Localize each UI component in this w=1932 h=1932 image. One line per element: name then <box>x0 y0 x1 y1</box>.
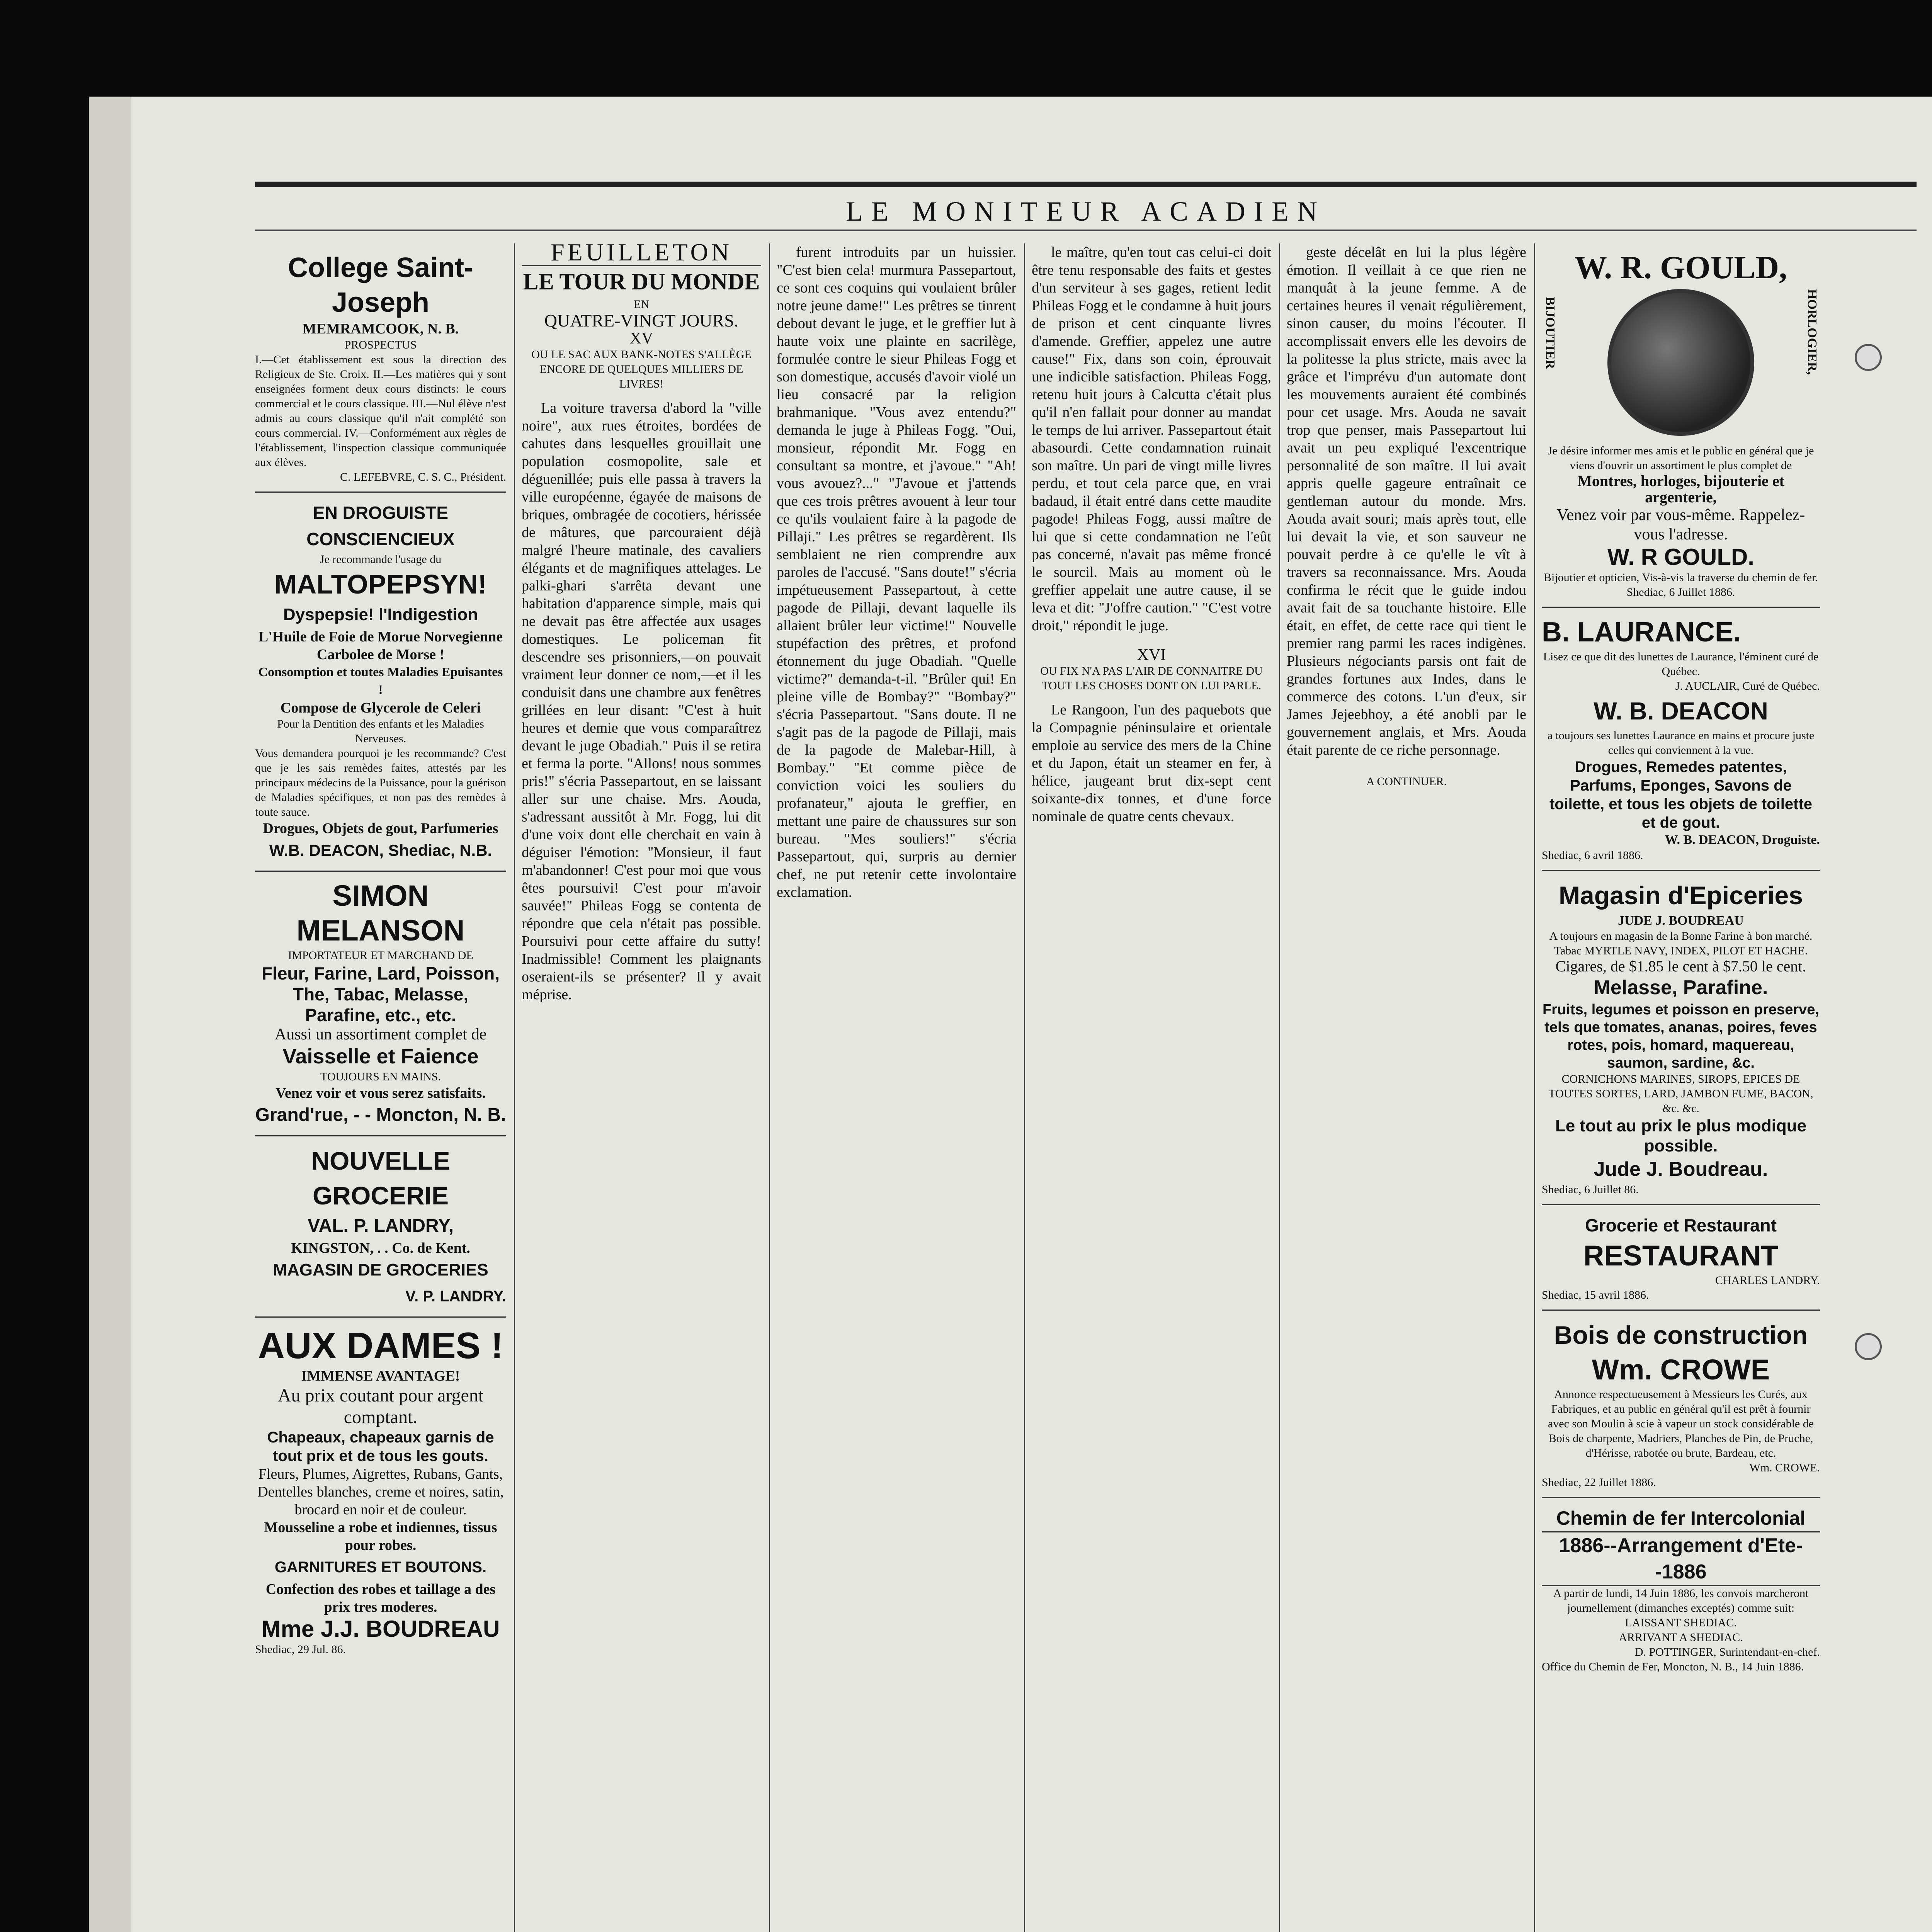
story-title: LE TOUR DU MONDE <box>523 269 760 294</box>
charles-signature: CHARLES LANDRY. <box>1715 1274 1820 1287</box>
pottinger-signature: D. POTTINGER, Surintendant-en-chef. <box>1634 1646 1820 1658</box>
ad-railway <box>1542 1498 1820 1681</box>
ad-gould <box>1542 243 1820 608</box>
ad-nouvelle-grocerie <box>255 1136 506 1318</box>
cornichons-line: CORNICHONS MARINES, SIROPS, EPICES DE TOUTES SORTES, LARD, JAMBON FUME, BACON, &c. &c. <box>1548 1073 1813 1115</box>
bois-heading: Bois de construction <box>1554 1321 1808 1349</box>
ad-simon-melanson <box>255 872 506 1136</box>
bijoutier-label: BIJOUTIER <box>1543 297 1557 369</box>
story-text-5: geste décelât en lui la plus légère émotion. Il veillait à ce que rien ne manquât à la jeune femme. A de certaines heures il venait régulièrement, sinon causer, du moins l'écouter. Il accomplissait envers elle les devoirs de la politesse la plus stricte, mais avec la grâce et l'imprévu d'un automate dont les mouvements auraient été combinés pour cet usage. Mrs. Aouda ne savait trop que penser, mais Passepartout lui avait un peu expliqué l'excentrique personnalité de son maître. Il lui avait appris quelle gageure entraînait ce gentleman autour du monde. Mrs. Aouda avait souri; mais après tout, elle lui devait la vie, et son sauveur ne pouvait perdre à ce qu'elle le vît à travers sa reconnaissance. Mrs. Aouda confirma le récit que le guide indou avait fait de sa touchante histoire. Elle était, en effet, de cette race qui tient le premier rang parmi les races indigènes. Plusieurs négociants parsis ont fait de grandes fortunes aux Indes, dans le commerce des cotons. L'un d'eux, sir James Jejeebhoy, a été anobli par le gouvernement anglais, et Mrs. Aouda était parente de ce riche personnage. <box>1287 244 1526 758</box>
horloger-label: HORLOGIER, <box>1805 289 1819 375</box>
immense-line: IMMENSE AVANTAGE! <box>301 1368 460 1384</box>
feuilleton-heading: FEUILLETON <box>522 243 761 266</box>
grocerie-heading: Grocerie et Restaurant <box>1585 1215 1777 1235</box>
huile-line: L'Huile de Foie de Morue Norvegienne Carbolee de Morse ! <box>258 629 503 663</box>
deacon-signature: W.B. DEACON, Shediac, N.B. <box>269 841 492 859</box>
restaurant-heading: RESTAURANT <box>1583 1240 1779 1272</box>
prospectus-signature: C. LEFEBVRE, C. S. C., Président. <box>340 471 506 483</box>
glycerole-for: Pour la Dentition des enfants et les Maladies Nerveuses. <box>277 718 484 745</box>
arrivant-heading: ARRIVANT A SHEDIAC. <box>1619 1631 1743 1644</box>
story-quatre: QUATRE-VINGT JOURS. <box>544 311 739 330</box>
gould-venez: Venez voir par vous-même. Rappelez-vous l'adresse. <box>1556 506 1805 543</box>
deacon-signature-right: W. B. DEACON, Droguiste. <box>1665 833 1820 847</box>
chemin-heading: Chemin de fer Intercolonial <box>1556 1507 1806 1529</box>
cigares-line: Cigares, de $1.85 le cent à $7.50 le cent. <box>1555 957 1806 975</box>
aux-dames-heading: AUX DAMES ! <box>258 1325 503 1366</box>
arrangement-heading: 1886--Arrangement d'Ete--1886 <box>1542 1531 1820 1586</box>
prix-line: Au prix coutant pour argent comptant. <box>277 1385 484 1427</box>
simon-goods: Fleur, Farine, Lard, Poisson, The, Tabac, Melasse, Parafine, etc., etc. <box>261 963 500 1025</box>
fleurs-line: Fleurs, Plumes, Aigrettes, Rubans, Gants, Dentelles blanches, creme et noires, satin, brocard en noir et de couleur. <box>257 1466 504 1518</box>
crowe-heading: Wm. CROWE <box>1592 1354 1770 1386</box>
epiceries-heading: Magasin d'Epiceries <box>1559 881 1803 910</box>
laurance-signature: J. AUCLAIR, Curé de Québec. <box>1675 680 1820 692</box>
drug-subtitle: Je recommande l'usage du <box>320 553 442 566</box>
dyspepsie-line: Dyspepsie! l'Indigestion <box>283 605 478 624</box>
magasin-heading: MAGASIN DE GROCERIES <box>273 1260 488 1279</box>
vaisselle-heading: Vaisselle et Faience <box>282 1045 479 1068</box>
garnitures-line: GARNITURES ET BOUTONS. <box>274 1559 487 1576</box>
drug-title: EN DROGUISTE CONSCIENCIEUX <box>306 503 455 549</box>
column-ads-left <box>255 243 506 1932</box>
ad-crowe <box>1542 1311 1820 1498</box>
deacon-text: a toujours ses lunettes Laurance en mains et procure juste celles qui conviennent à la vue. <box>1547 729 1815 757</box>
crowe-signature: Wm. CROWE. <box>1749 1461 1820 1474</box>
story-text: La voiture traversa d'abord la "ville noire", aux rues étroites, bordées de cahutes dans lesquelles grouillait une population cosmopolite, sale et déguenillée; puis elle passa à travers la ville européenne, égayée de maisons de briques, ombragée de cocotiers, hérissée de mâtures, que parcouraient déjà malgré l'heure matinale, des cavaliers élégants et de magnifiques attelages. Le palki-ghari s'arrêta devant une habitation d'apparence simple, mais qui ne devait pas être affectée aux usages domestiques. Le policeman fit descendre ses prisonniers,—on pouvait vraiment leur donner ce nom,—et il les conduisit dans une chambre aux fenêtres grillées en leur disant: "C'est à huit heures et demie que vous comparaîtrez devant le juge Obadiah." Puis il se retira et ferma la porte. "Allons! nous sommes pris!" s'écria Passepartout, en se laissant aller sur une chaise. Mrs. Aouda, s'adressant aussitôt à Mr. Fogg, lui dit d'une voix dont elle cherchait en vain à déguiser l'émotion: "Monsieur, il faut m'abandonner! C'est pour moi que vous êtes poursuivi! C'est pour m'avoir sauvée!" Phileas Fogg se contenta de répondre que cela n'était pas possible. Poursuivi pour cette affaire du sutty! Inadmissible! Comment les plaignants oseraient-ils se présenter? Il y avait méprise. <box>522 400 761 1003</box>
binding-hole <box>1855 344 1882 371</box>
drogues-list: Drogues, Remedes patentes, Parfums, Eponges, Savons de toilette, et tous les objets de toilette et de gout. <box>1549 759 1813 831</box>
confection-line: Confection des robes et taillage a des prix tres moderes. <box>265 1581 496 1615</box>
le-tout-line: Le tout au prix le plus modique possible. <box>1555 1116 1807 1155</box>
gould-heading: W. R. GOULD, <box>1575 250 1787 286</box>
column-rule <box>1534 243 1535 1932</box>
ad-aux-dames <box>255 1318 506 1664</box>
deacon-heading: W. B. DEACON <box>1594 697 1768 725</box>
drug-text: Vous demandera pourquoi je les recommande? C'est que je les sais remèdes faites, attestés par les principaux médecins de la Puissance, pour la guérison de Maladies spécifiques, et non pas des remèdes à toute sauce. <box>255 747 506 818</box>
column-story-2 <box>777 243 1016 1932</box>
jude-heading: JUDE J. BOUDREAU <box>1618 913 1744 928</box>
page-edge-shadow <box>89 97 131 1932</box>
office-line: Office du Chemin de Fer, Moncton, N. B., 14 Juin 1886. <box>1542 1660 1804 1673</box>
binding-hole <box>1855 1333 1882 1360</box>
jude-text: A toujours en magasin de la Bonne Farine à bon marché. <box>1549 930 1813 942</box>
crowe-date: Shediac, 22 Juillet 1886. <box>1542 1476 1656 1489</box>
laissant-heading: LAISSANT SHEDIAC. <box>1625 1616 1737 1629</box>
melasse-heading: Melasse, Parafine. <box>1594 976 1768 999</box>
landry-name: VAL. P. LANDRY, <box>308 1216 454 1236</box>
college-place: MEMRAMCOOK, N. B. <box>302 321 459 337</box>
story-text-4: Le Rangoon, l'un des paquebots que la Compagnie péninsulaire et orientale emploie au service des mers de la Chine et du Japon, était un steamer en fer, à hélice, jaugeant brut dix-sept cent soixante-dix tonnes, et d'une force nominale de quatre cents chevaux. <box>1032 702 1271 825</box>
nouvelle-heading: NOUVELLE GROCERIE <box>311 1146 450 1210</box>
jude-date: Shediac, 6 Juillet 86. <box>1542 1183 1639 1196</box>
laurance-heading: B. LAURANCE. <box>1542 617 1741 648</box>
story-en: EN <box>634 298 649 311</box>
ad-drugstore <box>255 493 506 872</box>
shediac-date: Shediac, 29 Jul. 86. <box>255 1643 346 1656</box>
gould-signature: W. R GOULD. <box>1607 544 1754 570</box>
column-rule <box>769 243 770 1932</box>
masthead <box>255 182 1917 231</box>
prospectus-heading: PROSPECTUS <box>344 338 417 351</box>
mousseline-line: Mousseline a robe et indiennes, tissus pour robes. <box>264 1519 497 1553</box>
column-feuilleton <box>522 243 761 1932</box>
chapter-subtitle: OU LE SAC AUX BANK-NOTES S'ALLÈGE ENCORE DE QUELQUES MILLIERS DE LIVRES! <box>531 348 752 390</box>
ad-restaurant <box>1542 1205 1820 1311</box>
charles-date: Shediac, 15 avril 1886. <box>1542 1289 1649 1301</box>
chapter-number: XV <box>629 330 653 347</box>
pocket-watch-icon <box>1607 289 1754 436</box>
crowe-text: Annonce respectueusement à Messieurs les Curés, aux Fabriques, et au public en général qu'il est prêt à fournir avec son Moulin à scie à vapeur un stock considérable de Bois de charpente, Madriers, Planches de Pin, de Pruche, d'Hérisse, rabotée ou brute, Bardeau, etc. <box>1548 1388 1814 1459</box>
gould-text: Je désire informer mes amis et le public en général que je viens d'ouvrir un assortiment le plus complet de <box>1548 444 1814 472</box>
laurance-text: Lisez ce que dit des lunettes de Laurance, l'éminent curé de Québec. <box>1543 650 1819 678</box>
jude-signature: Jude J. Boudreau. <box>1594 1158 1768 1180</box>
ad-laurance <box>1542 608 1820 871</box>
simon-heading: SIMON MELANSON <box>296 879 465 947</box>
venez-line: Venez voir et vous serez satisfaits. <box>276 1085 486 1101</box>
landry-signature: V. P. LANDRY. <box>405 1288 506 1305</box>
prospectus-text: I.—Cet établissement est sous la direction des Religieux de Ste. Croix. II.—Les matières qui y sont enseignées forment deux cours distincts: le cours commercial et le cours classique. III.—Nul élève n'est admis au cours classique qu'il n'ait complété son cours commercial. IV.—Conformément aux règles de l'établissement, l'inspection classique communiquée aux élèves. <box>255 353 506 469</box>
gould-sub: Bijoutier et opticien, Vis-à-vis la traverse du chemin de fer. Shediac, 6 Juillet 1886. <box>1544 571 1818 599</box>
column-rule <box>514 243 515 1932</box>
chapeaux-line: Chapeaux, chapeaux garnis de tout prix et de tous les gouts. <box>267 1429 494 1464</box>
grandrue-line: Grand'rue, - - Moncton, N. B. <box>255 1105 506 1125</box>
masthead-title: LE MONITEUR ACADIEN <box>846 196 1326 227</box>
chapter-subtitle-16: OU FIX N'A PAS L'AIR DE CONNAITRE DU TOUT LES CHOSES DONT ON LUI PARLE. <box>1040 665 1263 692</box>
maltopepsyn-heading: MALTOPEPSYN! <box>274 569 487 599</box>
ad-epiceries <box>1542 871 1820 1205</box>
college-title: College Saint-Joseph <box>287 252 474 318</box>
column-rule <box>1279 243 1280 1932</box>
column-ads-right <box>1542 243 1820 1932</box>
column-rule <box>1024 243 1025 1932</box>
newspaper-page <box>89 97 1932 1932</box>
story-text-3: le maître, qu'en tout cas celui-ci doit être tenu responsable des faits et gestes d'un serviteur à ses gages, retient ledit Phileas Fogg et le condamne à huit jours de prison et cent cinquante livres d'amende. Greffier, appelez une autre cause!" Fix, dans son coin, éprouvait une indicible satisfaction. Phileas Fogg, retenu huit jours à Calcutta c'était plus qu'il n'en fallait pour donner au mandat le temps de lui arriver. Passepartout était abasourdi. Cette condamnation ruinait son maître. Un pari de vingt mille livres perdu, et tout cela parce que, en vrai badaud, il était entré dans cette maudite pagode! Phileas Fogg, aussi maître de lui que si cette condamnation ne l'eût pas concerné, n'avait pas même froncé le sourcil. Mais au moment où le greffier appelait une autre cause, il se leva et dit: "J'offre caution." "C'est votre droit," répondit le juge. <box>1032 244 1271 634</box>
deacon-date: Shediac, 6 avril 1886. <box>1542 849 1643 862</box>
tabac-line: Tabac MYRTLE NAVY, INDEX, PILOT ET HACHE. <box>1554 944 1808 957</box>
drogues-line: Drogues, Objets de gout, Parfumeries <box>263 820 498 837</box>
column-story-3 <box>1032 243 1271 1932</box>
column-story-4 <box>1287 243 1526 1932</box>
ad-college <box>255 243 506 493</box>
consumption-line: Consomption et toutes Maladies Epuisantes ! <box>258 665 503 697</box>
story-text-continued: furent introduits par un huissier. "C'est bien cela! murmura Passepartout, ce sont ces coquins qui voulaient brûler notre jeune dame!" Les prêtres se tinrent debout devant le juge, et le greffier lut à haute voix une plainte en sacrilège, formulée contre le sieur Phileas Fogg et son domestique, accusés d'avoir violé un lieu consacré par la religion brahmanique. "Vous avez entendu?" demanda le juge à Phileas Fogg. "Oui, monsieur, répondit Mr. Fogg en consultant sa montre, et j'avoue." "Ah! vous avouez?..." "J'avoue et j'attends que ces trois prêtres avouent à leur tour ce qu'ils voulaient faire à la pagode de Pillaji." Les prêtres se regardèrent. Ils semblaient ne rien comprendre aux paroles de l'accusé. "Sans doute!" s'écria impétueusement Passepartout, à cette pagode de Pillaji, devant laquelle ils allaient brûler leur victime!" Nouvelle stupéfaction des prêtres, et profond étonnement du juge Obadiah. "Quelle victime?" demanda-t-il. "Brûler qui! En pleine ville de Bombay?" "Bombay?" s'écria Passepartout. "Sans doute. Il ne s'agit pas de la pagode de Pillaji, mais de la pagode de Malebar-Hill, à Bombay." "Et comme pièce de conviction voici les souliers du profanateur," ajouta le greffier, en mettant une paire de chaussures sur son bureau. "Mes souliers!" s'écria Passepartout, qui, surpris au dernier chef, ne put retenir cette involontaire exclamation. <box>777 244 1016 900</box>
simon-aussi: Aussi un assortiment complet de <box>274 1026 487 1043</box>
vaisselle-subtitle: TOUJOURS EN MAINS. <box>320 1070 441 1083</box>
chapter-number-16: XVI <box>1137 646 1166 664</box>
montres-line: Montres, horloges, bijouterie et argenterie, <box>1577 472 1784 506</box>
a-continuer: A CONTINUER. <box>1366 775 1447 788</box>
simon-subtitle: IMPORTATEUR ET MARCHAND DE <box>288 949 473 962</box>
kingston-line: KINGSTON, . . Co. de Kent. <box>291 1240 470 1256</box>
chemin-text: A partir de lundi, 14 Juin 1886, les convois marcheront journellement (dimanches exceptés) comme suit: <box>1553 1587 1809 1614</box>
glycerole-line: Compose de Glycerole de Celeri <box>280 700 481 716</box>
boudreau-signature: Mme J.J. BOUDREAU <box>261 1616 500 1642</box>
fruits-line: Fruits, legumes et poisson en preserve, tels que tomates, ananas, poires, feves rotes, pois, homard, maquereau, saumon, sardine, &c. <box>1543 1002 1819 1071</box>
